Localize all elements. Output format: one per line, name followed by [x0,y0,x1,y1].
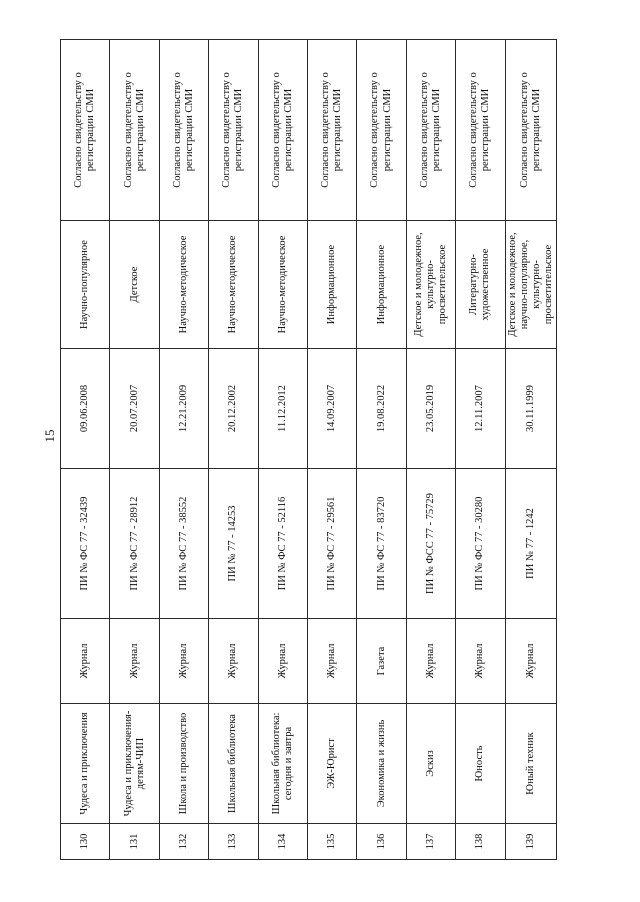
publication-type: Журнал [258,619,307,704]
publication-type: Журнал [505,619,556,704]
registration-number: ПИ № 77 - 1242 [505,469,556,619]
row-number: 135 [307,824,356,860]
row-number: 138 [456,824,505,860]
registration-date: 30.11.1999 [505,349,556,469]
registration-number: ПИ № ФС 77 - 52116 [258,469,307,619]
publication-type: Журнал [110,619,159,704]
publication-type: Журнал [61,619,110,704]
publication-name: Юность [456,704,505,824]
specialization: Научно-методическое [159,221,208,349]
row-number: 131 [110,824,159,860]
publication-type: Журнал [456,619,505,704]
distribution-territory: Согласно свидетельству о регистрации СМИ [110,40,159,221]
specialization: Детское [110,221,159,349]
specialization: Детское и молодежное, культурно-просветительское [406,221,455,349]
specialization: Научно-методическое [258,221,307,349]
registration-date: 14.09.2007 [307,349,356,469]
registration-number: ПИ № ФС 77 - 83720 [357,469,406,619]
publication-name: Экономика и жизнь [357,704,406,824]
publication-name: Школьная библиотека [209,704,258,824]
page-number: 15 [42,429,57,443]
publication-name: Чудеса и приключения [61,704,110,824]
specialization: Литературно-художественное [456,221,505,349]
registration-date: 19.08.2022 [357,349,406,469]
row-number: 139 [505,824,556,860]
publication-name: Юный техник [505,704,556,824]
specialization: Информационное [307,221,356,349]
registration-date: 23.05.2019 [406,349,455,469]
distribution-territory: Согласно свидетельству о регистрации СМИ [61,40,110,221]
publication-type: Журнал [159,619,208,704]
registration-date: 11.12.2012 [258,349,307,469]
distribution-territory: Согласно свидетельству о регистрации СМИ [505,40,556,221]
registration-date: 20.12.2002 [209,349,258,469]
row-number: 137 [406,824,455,860]
registration-date: 09.06.2008 [61,349,110,469]
registration-number: ПИ № ФС 77 - 28912 [110,469,159,619]
table-row [61,40,110,860]
registration-date: 12.21.2009 [159,349,208,469]
registration-number: ПИ № ФС 77 - 29561 [307,469,356,619]
table-row [406,40,455,860]
registration-number: ПИ № ФСС 77 - 75729 [406,469,455,619]
row-number: 136 [357,824,406,860]
specialization: Научно-популярное [61,221,110,349]
specialization: Информационное [357,221,406,349]
registration-number: ПИ № ФС 77 - 30280 [456,469,505,619]
distribution-territory: Согласно свидетельству о регистрации СМИ [307,40,356,221]
distribution-territory: Согласно свидетельству о регистрации СМИ [209,40,258,221]
registry-table-container [60,40,554,860]
table-row [110,40,159,860]
publication-type: Журнал [209,619,258,704]
table-row [209,40,258,860]
table-row [159,40,208,860]
distribution-territory: Согласно свидетельству о регистрации СМИ [357,40,406,221]
distribution-territory: Согласно свидетельству о регистрации СМИ [406,40,455,221]
distribution-territory: Согласно свидетельству о регистрации СМИ [258,40,307,221]
publication-name: ЭЖ-Юрист [307,704,356,824]
publication-type: Журнал [307,619,356,704]
publication-name: Школа и производство [159,704,208,824]
distribution-territory: Согласно свидетельству о регистрации СМИ [159,40,208,221]
row-number: 133 [209,824,258,860]
registration-number: ПИ № 77 - 14253 [209,469,258,619]
table-row [357,40,406,860]
specialization: Научно-методическое [209,221,258,349]
publication-type: Газета [357,619,406,704]
registration-date: 20.07.2007 [110,349,159,469]
publication-name: Эскиз [406,704,455,824]
specialization: Детское и молодежное, научно-популярное, культурно-просветительское [505,221,556,349]
table-row [505,40,556,860]
registration-number: ПИ № ФС 77 - 38552 [159,469,208,619]
registry-table [60,39,557,860]
distribution-territory: Согласно свидетельству о регистрации СМИ [456,40,505,221]
publication-type: Журнал [406,619,455,704]
publication-name: Чудеса и приключения-детям-ЧИП [110,704,159,824]
row-number: 134 [258,824,307,860]
registration-number: ПИ № ФС 77 - 32439 [61,469,110,619]
registration-date: 12.11.2007 [456,349,505,469]
publication-name: Школьная библиотека: сегодня и завтра [258,704,307,824]
table-row [258,40,307,860]
row-number: 130 [61,824,110,860]
table-row [456,40,505,860]
table-row [307,40,356,860]
row-number: 132 [159,824,208,860]
